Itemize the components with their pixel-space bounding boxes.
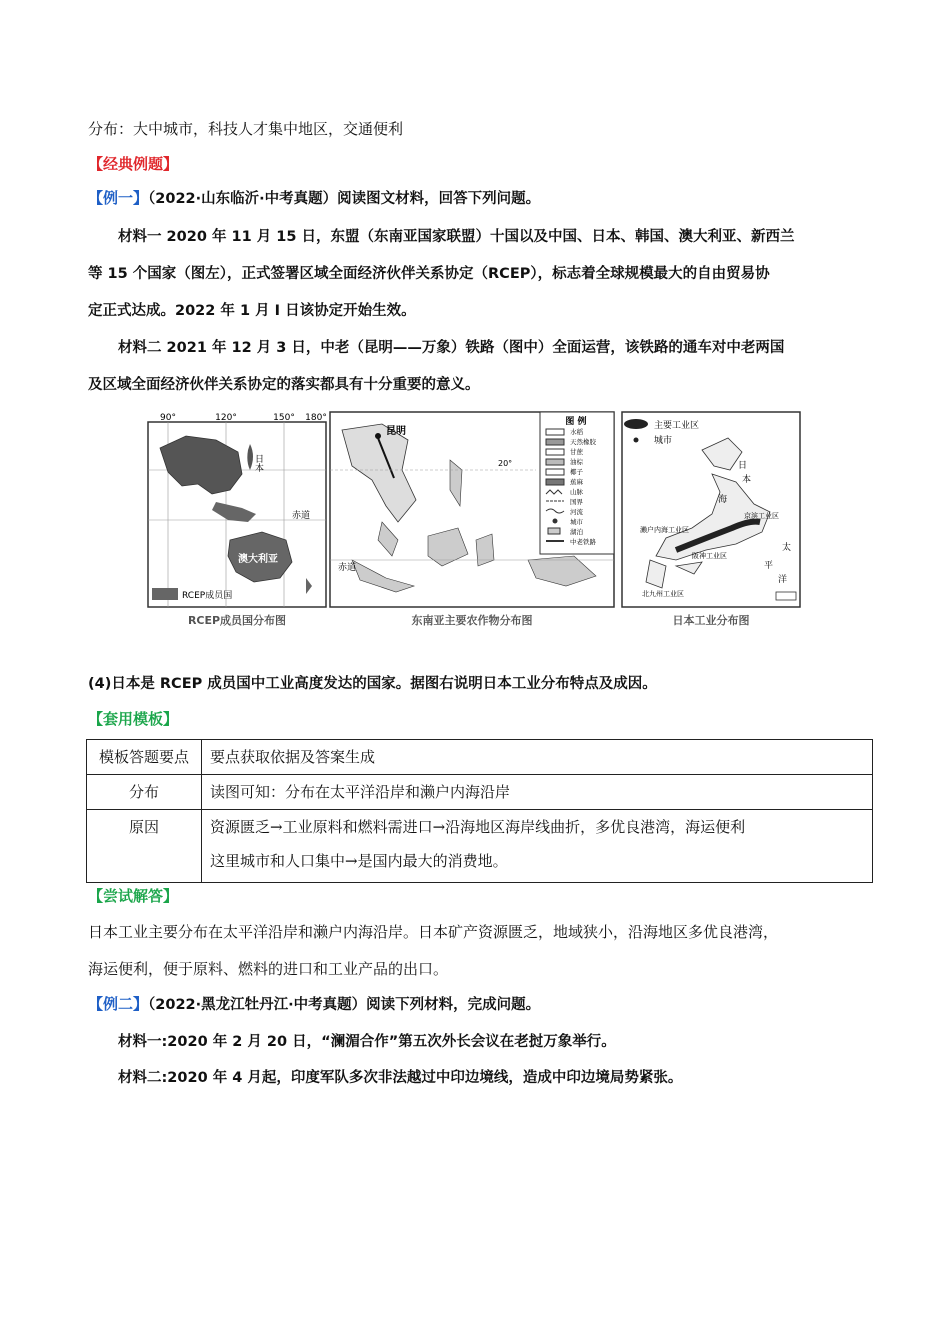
table-row — [87, 810, 873, 883]
answer-line1: 日本工业主要分布在太平洋沿岸和濑户内海沿岸。日本矿产资源匮乏，地域狭小，沿海地区多优良港湾， — [88, 923, 779, 941]
sea-char: 本 — [742, 475, 752, 485]
template-table — [86, 739, 873, 883]
table-row — [87, 775, 873, 810]
crops-legend-item: 湖泊 — [570, 528, 583, 536]
table-row1-left: 分布 — [87, 775, 202, 810]
crops-legend-title: 图 例 — [565, 417, 587, 427]
table-row1-right: 读图可知：分布在太平洋沿岸和濑户内海沿岸 — [202, 775, 873, 810]
japan-map-caption: 日本工业分布图 — [672, 614, 750, 627]
ex1-source: （2022·山东临沂·中考真题）阅读图文材料，回答下列问题。 — [148, 191, 541, 207]
lon-label-180: 180° — [305, 413, 327, 423]
rcep-map-caption: RCEP成员国分布图 — [187, 614, 287, 627]
rcep-legend-label: RCEP成员国 — [182, 591, 233, 601]
sea-char: 海 — [718, 495, 728, 505]
crops-legend-item: 椰子 — [570, 468, 583, 476]
ex1-material2-line2: 及区域全面经济伙伴关系协定的落实都具有十分重要的意义。 — [88, 377, 480, 393]
ex2-material2: 材料二:2020 年 4 月起，印度军队多次非法越过中印边境线，造成中印边境局势紧张。 — [118, 1070, 683, 1086]
crops-legend-item: 甘蔗 — [570, 448, 583, 456]
lon-label-120: 120° — [215, 413, 237, 423]
pacific-char: 洋 — [778, 575, 788, 585]
ex1-header — [88, 187, 540, 208]
crops-legend-item: 国界 — [570, 498, 583, 506]
section-template: 【套用模板】 — [88, 710, 179, 728]
crops-legend-item: 山脉 — [570, 488, 583, 496]
table-row2-right — [202, 810, 873, 883]
crops-legend-item: 水稻 — [570, 428, 583, 436]
table-row2-right-line2: 这里城市和人口集中→是国内最大的消费地。 — [210, 852, 508, 870]
region-label-keihin: 京滨工业区 — [744, 512, 779, 520]
sea-crops-map — [330, 412, 614, 627]
japan-label: 日本 — [253, 454, 263, 472]
pacific-char: 平 — [764, 561, 774, 571]
region-label-kitakyushu: 北九州工业区 — [642, 590, 684, 598]
table-head-right: 要点获取依据及答案生成 — [202, 740, 873, 775]
crops-legend-item: 蕉麻 — [570, 478, 583, 486]
lon-label-150: 150° — [273, 413, 295, 423]
ex1-material1-line3: 定正式达成。2022 年 1 月 I 日该协定开始生效。 — [88, 303, 416, 319]
crops-legend-item: 河流 — [570, 508, 583, 516]
crops-legend-item: 中老铁路 — [570, 538, 596, 546]
sea-char: 日 — [738, 461, 748, 471]
ex1-question: (4)日本是 RCEP 成员国中工业高度发达的国家。据图右说明日本工业分布特点及成因。 — [88, 676, 657, 692]
region-label-setouchi: 濑户内海工业区 — [640, 526, 689, 534]
kunming-label: 昆明 — [386, 426, 406, 437]
sea-crops-map-caption: 东南亚主要农作物分布图 — [411, 614, 533, 627]
industry-zone-legend: 主要工业区 — [654, 421, 700, 431]
ex2-header — [88, 993, 540, 1014]
section-try: 【尝试解答】 — [88, 887, 179, 905]
left-equator-label: 赤道 — [292, 511, 311, 521]
table-row2-right-line1: 资源匮乏→工业原料和燃料需进口→沿海地区海岸线曲折，多优良港湾，海运便利 — [210, 818, 746, 836]
ex1-material1-line2: 等 15 个国家（图左），正式签署区域全面经济伙伴关系协定（RCEP），标志着全球规模最大的自由贸易协 — [88, 266, 770, 282]
lon-label-90: 90° — [160, 413, 176, 423]
crops-legend-item: 油棕 — [570, 458, 583, 466]
ex2-source: （2022·黑龙江牡丹江·中考真题）阅读下列材料，完成问题。 — [148, 997, 541, 1013]
ex1-label: 【例一】 — [88, 189, 149, 207]
australia-label: 澳大利亚 — [238, 554, 278, 565]
region-label-hanshin: 阪神工业区 — [692, 552, 727, 560]
crops-legend-item: 城市 — [570, 518, 583, 526]
section-classic: 【经典例题】 — [88, 155, 179, 173]
city-legend: 城市 — [654, 436, 673, 446]
table-row — [87, 740, 873, 775]
japan-industry-map — [622, 412, 800, 627]
rcep-map — [148, 413, 327, 627]
pacific-char: 太 — [782, 543, 792, 553]
crops-legend-item: 天然橡胶 — [570, 438, 596, 446]
table-head-left: 模板答题要点 — [87, 740, 202, 775]
intro-line: 分布：大中城市，科技人才集中地区，交通便利 — [88, 120, 404, 138]
ex2-material1: 材料一:2020 年 2 月 20 日，“澜湄合作”第五次外长会议在老挝万象举行。 — [118, 1034, 616, 1050]
table-row2-left: 原因 — [87, 810, 202, 883]
ex1-material2-line1: 材料二 2021 年 12 月 3 日，中老（昆明——万象）铁路（图中）全面运营，该铁路的通车对中老两国 — [118, 340, 785, 356]
answer-line2: 海运便利，便于原料、燃料的进口和工业产品的出口。 — [88, 960, 449, 978]
middle-equator-label: 赤道 — [338, 563, 357, 573]
lat20-label: 20° — [498, 459, 513, 468]
ex2-label: 【例二】 — [88, 995, 149, 1013]
ex1-material1-line1: 材料一 2020 年 11 月 15 日，东盟（东南亚国家联盟）十国以及中国、日本、韩国、澳大利亚、新西兰 — [118, 229, 795, 245]
maps-figure — [146, 410, 802, 636]
